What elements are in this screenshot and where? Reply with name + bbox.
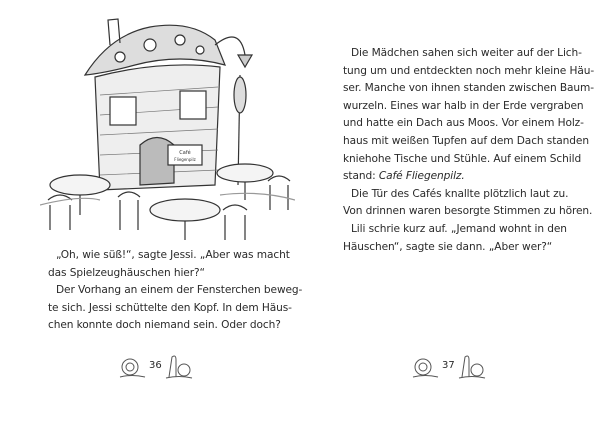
right-page-text [343, 45, 594, 256]
snail-decoration-icon [410, 352, 440, 380]
text-line [343, 168, 594, 186]
text-span: stand: [343, 170, 379, 183]
svg-text:Fliegenpilz: Fliegenpilz [174, 157, 196, 162]
cafe-house-illustration [40, 5, 295, 245]
right-page [300, 0, 600, 426]
text-line: Die Tür des Cafés knallte plötzlich laut zu. [351, 187, 569, 200]
page-number: 36 [149, 360, 162, 371]
text-line: Die Mädchen sahen sich weiter auf der Lich- [351, 47, 582, 59]
text-line: Häuschen“, sagte sie dann. „Aber wer?“ [343, 240, 553, 253]
cafe-name: Café Fliegenpilz. [378, 170, 465, 183]
text-line: Von drinnen waren besorgte Stimmen zu hören. [343, 205, 593, 218]
creature-decoration-icon [164, 352, 194, 380]
text-line: haus mit weißen Tupfen auf dem Dach standen [343, 134, 589, 147]
snail-decoration-icon [117, 352, 147, 380]
text-line: „Oh, wie süß!“, sagte Jessi. „Aber was macht [56, 249, 290, 261]
left-page-text [48, 247, 302, 335]
text-line: kniehohe Tische und Stühle. Auf einem Schild [343, 152, 582, 165]
text-line: Der Vorhang an einem der Fensterchen beweg- [56, 284, 303, 297]
text-line: chen konnte doch niemand sein. Oder doch? [48, 319, 281, 332]
text-line: wurzeln. Eines war halb in der Erde vergraben [343, 99, 584, 112]
page-number: 37 [442, 360, 455, 371]
svg-text:Café: Café [179, 150, 191, 156]
text-line: te sich. Jessi schüttelte den Kopf. In dem Häus- [48, 301, 292, 314]
text-line: das Spielzeughäuschen hier?“ [48, 266, 205, 279]
text-line: ser. Manche von ihnen standen zwischen Baum- [343, 82, 594, 95]
text-line: tung um und entdeckten noch mehr kleine Häu- [343, 64, 595, 77]
text-line: und hatte ein Dach aus Moos. Vor einem Holz- [343, 117, 584, 130]
creature-decoration-icon [457, 352, 487, 380]
text-line: Lili schrie kurz auf. „Jemand wohnt in den [351, 222, 567, 235]
